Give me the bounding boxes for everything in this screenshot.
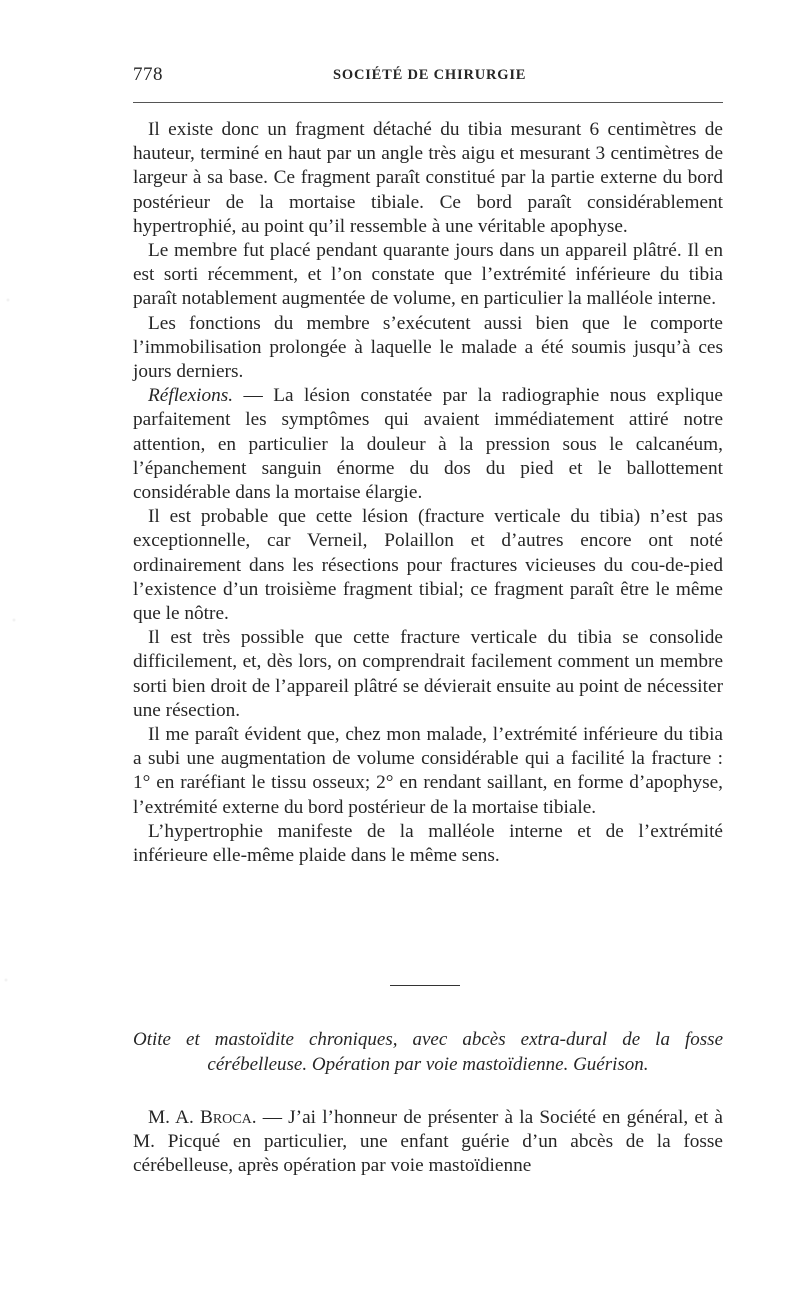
page-number: 778: [133, 64, 163, 85]
header-rule: [133, 102, 723, 103]
paragraph: Le membre fut placé pendant quarante jours dans un appareil plâtré. Il en est sorti récemment, et l’on constate que l’extrémité inférieure du tibia paraît notablement augmentée de volume, en particulier la malléole interne.: [133, 240, 723, 310]
section-body: [133, 1106, 723, 1179]
body-text: [133, 118, 723, 868]
section-separator: [390, 985, 460, 986]
paragraph-reflexions: [133, 384, 723, 505]
paragraph: Il est très possible que cette fracture verticale du tibia se consolide difficilement, et, dès lors, on comprendrait facilement comment un membre sorti bien droit de l’appareil plâtré se dévierait ensuite au point de nécessiter une résection.: [133, 627, 723, 721]
reflexions-label: Réflexions.: [148, 385, 234, 407]
paragraph: Il me paraît évident que, chez mon malade, l’extrémité inférieure du tibia a subi une augmentation de volume considérable qui a facilité la fracture : 1° en raréfiant le tissu osseux; 2° en rendant saillant, en forme d’apophyse, l’extrémité externe du bord postérieur de la mortaise tibiale.: [133, 724, 723, 818]
section-title-line-1: Otite et mastoïdite chroniques, avec abcès extra-dural de la fosse: [133, 1029, 723, 1050]
speaker-name: M. A. Broca.: [148, 1107, 257, 1128]
running-title: SOCIÉTÉ DE CHIRURGIE: [333, 67, 527, 83]
paragraph: L’hypertrophie manifeste de la malléole interne et de l’extrémité inférieure elle-même plaide dans le même sens.: [133, 820, 723, 867]
section-title-line-2: cérébelleuse. Opération par voie mastoïdienne. Guérison.: [207, 1053, 649, 1075]
section-title: [133, 1028, 723, 1077]
section-text: — J’ai l’honneur de présenter à la Société en général, et à M. Picqué en particulier, une enfant guérie d’un abcès de la fosse cérébelleuse, après opération par voie mastoïdienne: [133, 1107, 723, 1177]
paragraph: Il est probable que cette lésion (fracture verticale du tibia) n’est pas exceptionnelle, car Verneil, Polaillon et d’autres encore ont noté ordinairement dans les résections pour fractures vicieuses du cou-de-pied l’existence d’un troisième fragment tibial; ce fragment paraît être le même que le nôtre.: [133, 506, 723, 625]
reflexions-text: — La lésion constatée par la radiographie nous explique parfaitement les symptômes qui avaient immédiatement attiré notre attention, en particulier la douleur à la pression sous le calcanéum, l’épanchement sanguin énorme du dos du pied et le ballottement considérable dans la mortaise élargie.: [133, 385, 723, 504]
paragraph: Il existe donc un fragment détaché du tibia mesurant 6 centimètres de hauteur, terminé en haut par un angle très aigu et mesurant 3 centimètres de largeur à sa base. Ce fragment paraît constitué par la partie externe du bord postérieur de la mortaise tibiale. Ce bord paraît considérablement hypertrophié, au point qu’il ressemble à une véritable apophyse.: [133, 119, 723, 237]
section-paragraph: [133, 1106, 723, 1179]
running-head: [133, 64, 723, 94]
paragraph: Les fonctions du membre s’exécutent aussi bien que le comporte l’immobilisation prolongée à laquelle le malade a été soumis jusqu’à ces jours derniers.: [133, 312, 723, 383]
